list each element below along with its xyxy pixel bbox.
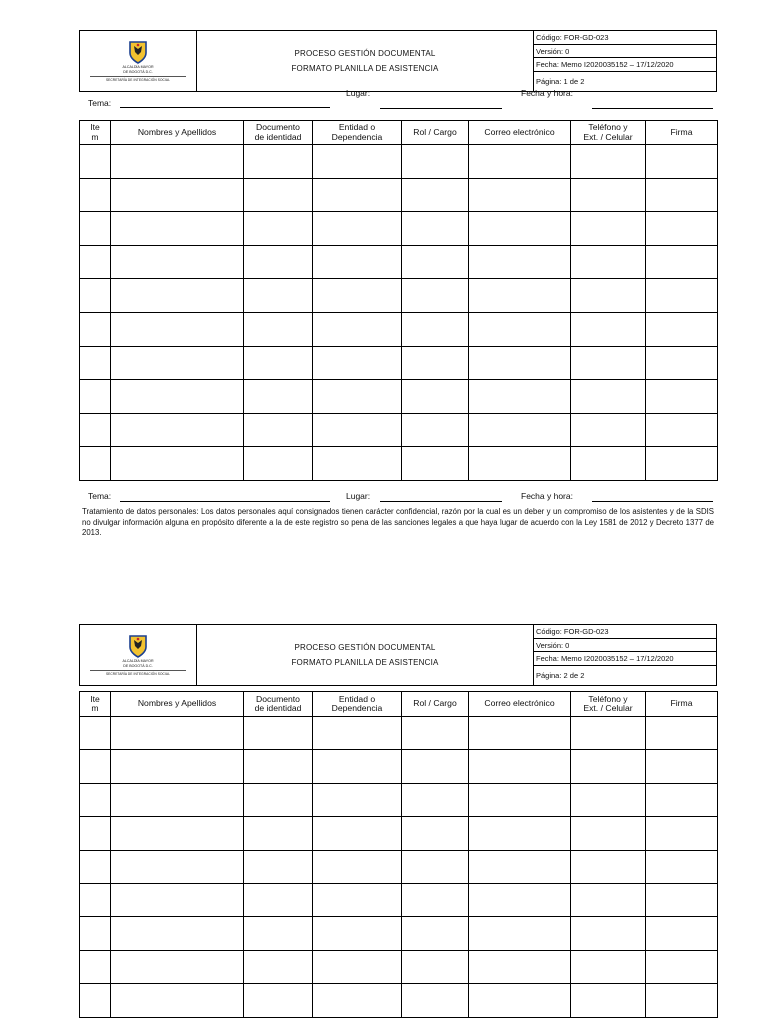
cell-documento[interactable] <box>244 312 313 346</box>
bogota-shield-icon <box>128 634 148 658</box>
cell-correo[interactable] <box>469 178 571 212</box>
cell-correo[interactable] <box>469 950 571 983</box>
cell-nombres[interactable] <box>111 750 244 783</box>
cell-firma[interactable] <box>646 279 718 313</box>
cell-firma[interactable] <box>646 917 718 950</box>
cell-rol[interactable] <box>402 413 469 447</box>
cell-telefono[interactable] <box>571 917 646 950</box>
cell-telefono[interactable] <box>571 413 646 447</box>
pagina-cell: Página: 2 de 2 <box>534 666 717 686</box>
cell-documento[interactable] <box>244 783 313 816</box>
fecha-hora-label: Fecha y hora: <box>521 88 573 98</box>
cell-item <box>80 883 111 916</box>
cell-firma[interactable] <box>646 850 718 883</box>
cell-correo[interactable] <box>469 817 571 850</box>
cell-item <box>80 380 111 414</box>
cell-telefono[interactable] <box>571 984 646 1017</box>
col-entidad: Entidad o Dependencia <box>313 692 402 717</box>
cell-entidad[interactable] <box>313 178 402 212</box>
cell-entidad[interactable] <box>313 212 402 246</box>
cell-entidad[interactable] <box>313 950 402 983</box>
cell-correo[interactable] <box>469 145 571 179</box>
fecha-cell: Fecha: Memo I2020035152 – 17/12/2020 <box>534 58 717 72</box>
table-row <box>80 312 718 346</box>
cell-correo[interactable] <box>469 717 571 750</box>
cell-nombres[interactable] <box>111 380 244 414</box>
logo-cell <box>80 625 197 686</box>
cell-telefono[interactable] <box>571 346 646 380</box>
cell-rol[interactable] <box>402 145 469 179</box>
cell-rol[interactable] <box>402 783 469 816</box>
cell-documento[interactable] <box>244 346 313 380</box>
col-correo: Correo electrónico <box>469 692 571 717</box>
privacy-note: Tratamiento de datos personales: Los datos personales aquí consignados tienen carácter confidencial, razón por la cual es un deber y un compromiso de los asistentes y de la SDIS no divulgar información alguna en propósito diferente a la de este registro so pena de las sanciones legales a que haya lugar de acuerdo con la Ley 1581 de 2012 y Decreto 1377 de 2013. <box>82 507 714 538</box>
col-correo: Correo electrónico <box>469 121 571 145</box>
col-entidad: Entidad o Dependencia <box>313 121 402 145</box>
cell-item <box>80 145 111 179</box>
title-cell <box>197 625 534 686</box>
fecha-hora-input-line-bottom[interactable] <box>592 501 713 502</box>
codigo-cell: Código: FOR-GD-023 <box>534 625 717 639</box>
cell-documento[interactable] <box>244 212 313 246</box>
cell-nombres[interactable] <box>111 212 244 246</box>
table-row <box>80 817 718 850</box>
cell-entidad[interactable] <box>313 145 402 179</box>
cell-correo[interactable] <box>469 850 571 883</box>
cell-rol[interactable] <box>402 984 469 1017</box>
cell-nombres[interactable] <box>111 917 244 950</box>
cell-item <box>80 950 111 983</box>
cell-documento[interactable] <box>244 380 313 414</box>
fecha-hora-input-line[interactable] <box>592 108 713 109</box>
cell-item <box>80 413 111 447</box>
cell-firma[interactable] <box>646 178 718 212</box>
cell-entidad[interactable] <box>313 750 402 783</box>
table-row <box>80 883 718 916</box>
cell-nombres[interactable] <box>111 346 244 380</box>
cell-item <box>80 245 111 279</box>
cell-telefono[interactable] <box>571 145 646 179</box>
pagina-cell: Página: 1 de 2 <box>534 72 717 92</box>
cell-documento[interactable] <box>244 279 313 313</box>
cell-item <box>80 346 111 380</box>
cell-firma[interactable] <box>646 245 718 279</box>
cell-firma[interactable] <box>646 212 718 246</box>
title-cell <box>197 31 534 92</box>
col-documento: Documento de identidad <box>244 692 313 717</box>
cell-rol[interactable] <box>402 178 469 212</box>
tema-label-bottom: Tema: <box>88 491 112 501</box>
form-title: FORMATO PLANILLA DE ASISTENCIA <box>291 64 439 73</box>
cell-entidad[interactable] <box>313 817 402 850</box>
table-row <box>80 447 718 481</box>
cell-rol[interactable] <box>402 850 469 883</box>
table-row <box>80 346 718 380</box>
cell-correo[interactable] <box>469 883 571 916</box>
cell-rol[interactable] <box>402 717 469 750</box>
cell-entidad[interactable] <box>313 346 402 380</box>
document-header-page-1 <box>79 30 717 92</box>
version-cell: Versión: 0 <box>534 44 717 58</box>
cell-item <box>80 717 111 750</box>
cell-nombres[interactable] <box>111 717 244 750</box>
cell-rol[interactable] <box>402 750 469 783</box>
cell-rol[interactable] <box>402 245 469 279</box>
cell-telefono[interactable] <box>571 245 646 279</box>
process-title: PROCESO GESTIÓN DOCUMENTAL <box>294 643 436 652</box>
cell-telefono[interactable] <box>571 380 646 414</box>
col-rol: Rol / Cargo <box>402 121 469 145</box>
cell-telefono[interactable] <box>571 447 646 481</box>
cell-firma[interactable] <box>646 413 718 447</box>
cell-telefono[interactable] <box>571 717 646 750</box>
cell-documento[interactable] <box>244 883 313 916</box>
lugar-input-line[interactable] <box>380 108 502 109</box>
table-row <box>80 917 718 950</box>
cell-item <box>80 750 111 783</box>
process-title: PROCESO GESTIÓN DOCUMENTAL <box>294 49 436 58</box>
cell-telefono[interactable] <box>571 850 646 883</box>
table-row <box>80 380 718 414</box>
cell-item <box>80 850 111 883</box>
cell-documento[interactable] <box>244 447 313 481</box>
cell-nombres[interactable] <box>111 850 244 883</box>
cell-nombres[interactable] <box>111 312 244 346</box>
cell-rol[interactable] <box>402 447 469 481</box>
cell-rol[interactable] <box>402 212 469 246</box>
col-item: Ite m <box>80 692 111 717</box>
cell-entidad[interactable] <box>313 447 402 481</box>
table-row <box>80 850 718 883</box>
cell-telefono[interactable] <box>571 750 646 783</box>
lugar-label-bottom: Lugar: <box>346 491 371 501</box>
logo-caption: ALCALDÍA MAYOR DE BOGOTÁ D.C. <box>122 659 154 668</box>
cell-firma[interactable] <box>646 447 718 481</box>
cell-entidad[interactable] <box>313 984 402 1017</box>
table-row <box>80 717 718 750</box>
cell-entidad[interactable] <box>313 413 402 447</box>
cell-nombres[interactable] <box>111 447 244 481</box>
cell-entidad[interactable] <box>313 279 402 313</box>
cell-item <box>80 783 111 816</box>
tema-label: Tema: <box>88 98 112 108</box>
cell-documento[interactable] <box>244 917 313 950</box>
cell-firma[interactable] <box>646 717 718 750</box>
cell-firma[interactable] <box>646 984 718 1017</box>
cell-documento[interactable] <box>244 145 313 179</box>
table-row <box>80 783 718 816</box>
codigo-cell: Código: FOR-GD-023 <box>534 31 717 45</box>
cell-rol[interactable] <box>402 380 469 414</box>
bogota-shield-icon <box>128 40 148 64</box>
cell-item <box>80 279 111 313</box>
cell-correo[interactable] <box>469 380 571 414</box>
table-row <box>80 413 718 447</box>
cell-item <box>80 312 111 346</box>
cell-nombres[interactable] <box>111 279 244 313</box>
cell-rol[interactable] <box>402 312 469 346</box>
cell-documento[interactable] <box>244 950 313 983</box>
cell-firma[interactable] <box>646 783 718 816</box>
col-documento: Documento de identidad <box>244 121 313 145</box>
cell-correo[interactable] <box>469 413 571 447</box>
cell-rol[interactable] <box>402 917 469 950</box>
cell-telefono[interactable] <box>571 312 646 346</box>
cell-correo[interactable] <box>469 312 571 346</box>
cell-telefono[interactable] <box>571 817 646 850</box>
cell-documento[interactable] <box>244 413 313 447</box>
cell-documento[interactable] <box>244 750 313 783</box>
col-item: Ite m <box>80 121 111 145</box>
cell-telefono[interactable] <box>571 883 646 916</box>
cell-correo[interactable] <box>469 212 571 246</box>
cell-nombres[interactable] <box>111 145 244 179</box>
col-nombres: Nombres y Apellidos <box>111 121 244 145</box>
cell-documento[interactable] <box>244 984 313 1017</box>
form-title: FORMATO PLANILLA DE ASISTENCIA <box>291 658 439 667</box>
cell-correo[interactable] <box>469 279 571 313</box>
cell-telefono[interactable] <box>571 950 646 983</box>
cell-firma[interactable] <box>646 380 718 414</box>
cell-correo[interactable] <box>469 783 571 816</box>
cell-entidad[interactable] <box>313 717 402 750</box>
cell-firma[interactable] <box>646 950 718 983</box>
cell-rol[interactable] <box>402 346 469 380</box>
cell-item <box>80 917 111 950</box>
table-row <box>80 145 718 179</box>
cell-nombres[interactable] <box>111 817 244 850</box>
cell-rol[interactable] <box>402 950 469 983</box>
cell-firma[interactable] <box>646 346 718 380</box>
fecha-hora-label-bottom: Fecha y hora: <box>521 491 573 501</box>
cell-entidad[interactable] <box>313 380 402 414</box>
cell-firma[interactable] <box>646 145 718 179</box>
cell-telefono[interactable] <box>571 279 646 313</box>
cell-entidad[interactable] <box>313 917 402 950</box>
table-row <box>80 279 718 313</box>
cell-rol[interactable] <box>402 817 469 850</box>
cell-entidad[interactable] <box>313 783 402 816</box>
cell-item <box>80 984 111 1017</box>
cell-item <box>80 178 111 212</box>
cell-nombres[interactable] <box>111 245 244 279</box>
cell-documento[interactable] <box>244 245 313 279</box>
cell-nombres[interactable] <box>111 883 244 916</box>
cell-entidad[interactable] <box>313 883 402 916</box>
attendance-table-page-1 <box>79 120 718 481</box>
cell-documento[interactable] <box>244 817 313 850</box>
table-row <box>80 750 718 783</box>
tema-input-line-bottom[interactable] <box>120 501 330 502</box>
table-row <box>80 984 718 1017</box>
cell-telefono[interactable] <box>571 783 646 816</box>
cell-firma[interactable] <box>646 817 718 850</box>
cell-rol[interactable] <box>402 883 469 916</box>
version-cell: Versión: 0 <box>534 638 717 652</box>
cell-firma[interactable] <box>646 312 718 346</box>
cell-rol[interactable] <box>402 279 469 313</box>
cell-nombres[interactable] <box>111 178 244 212</box>
cell-entidad[interactable] <box>313 312 402 346</box>
cell-nombres[interactable] <box>111 413 244 447</box>
cell-documento[interactable] <box>244 178 313 212</box>
cell-firma[interactable] <box>646 883 718 916</box>
col-telefono: Teléfono y Ext. / Celular <box>571 121 646 145</box>
col-firma: Firma <box>646 121 718 145</box>
cell-nombres[interactable] <box>111 950 244 983</box>
cell-nombres[interactable] <box>111 783 244 816</box>
cell-correo[interactable] <box>469 750 571 783</box>
col-nombres: Nombres y Apellidos <box>111 692 244 717</box>
cell-entidad[interactable] <box>313 245 402 279</box>
cell-item <box>80 817 111 850</box>
table-row <box>80 245 718 279</box>
logo-cell <box>80 31 197 92</box>
cell-correo[interactable] <box>469 984 571 1017</box>
cell-nombres[interactable] <box>111 984 244 1017</box>
cell-correo[interactable] <box>469 447 571 481</box>
cell-item <box>80 447 111 481</box>
logo-caption: ALCALDÍA MAYOR DE BOGOTÁ D.C. <box>122 65 154 74</box>
col-telefono: Teléfono y Ext. / Celular <box>571 692 646 717</box>
cell-entidad[interactable] <box>313 850 402 883</box>
col-firma: Firma <box>646 692 718 717</box>
document-header-page-2 <box>79 624 717 686</box>
lugar-label: Lugar: <box>346 88 371 98</box>
fecha-cell: Fecha: Memo I2020035152 – 17/12/2020 <box>534 652 717 666</box>
cell-firma[interactable] <box>646 750 718 783</box>
table-row <box>80 178 718 212</box>
tema-input-line[interactable] <box>120 107 330 108</box>
logo-subtitle: SECRETARÍA DE INTEGRACIÓN SOCIAL <box>90 76 186 82</box>
cell-correo[interactable] <box>469 917 571 950</box>
cell-documento[interactable] <box>244 717 313 750</box>
cell-correo[interactable] <box>469 346 571 380</box>
attendance-table-page-2 <box>79 691 718 1018</box>
cell-item <box>80 212 111 246</box>
cell-documento[interactable] <box>244 850 313 883</box>
table-row <box>80 212 718 246</box>
lugar-input-line-bottom[interactable] <box>380 501 502 502</box>
cell-telefono[interactable] <box>571 212 646 246</box>
cell-correo[interactable] <box>469 245 571 279</box>
cell-telefono[interactable] <box>571 178 646 212</box>
col-rol: Rol / Cargo <box>402 692 469 717</box>
logo-subtitle: SECRETARÍA DE INTEGRACIÓN SOCIAL <box>90 670 186 676</box>
table-row <box>80 950 718 983</box>
